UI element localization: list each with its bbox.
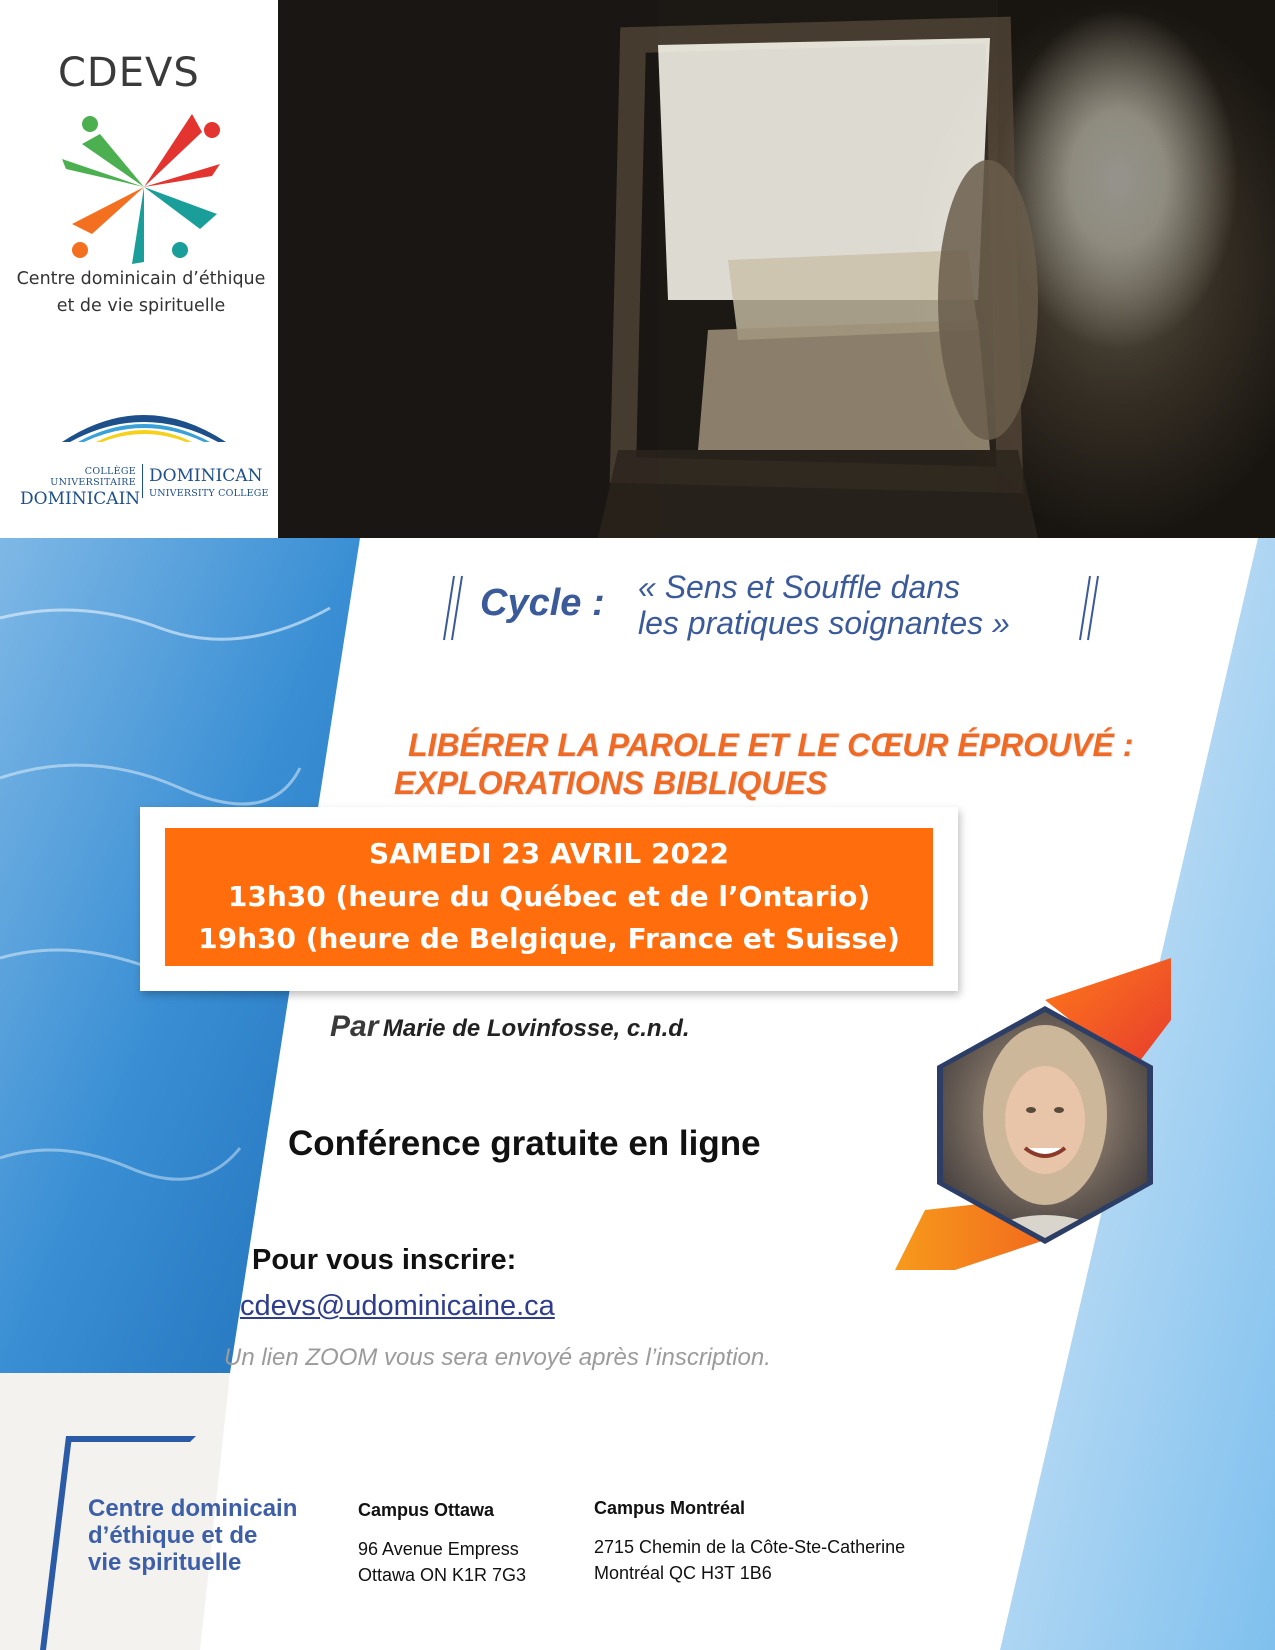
cdevs-star-logo-icon: [52, 104, 236, 270]
footer-org-line3: vie spirituelle: [88, 1549, 242, 1576]
event-time-local: 13h30 (heure du Québec et de l’Ontario): [227, 880, 871, 913]
footer-org-name: [88, 1495, 338, 1576]
speaker-prefix: Par: [330, 1010, 379, 1043]
college-name-fr: [20, 466, 141, 509]
ottawa-address-line1: 96 Avenue Empress: [358, 1539, 519, 1559]
event-time-europe: 19h30 (heure de Belgique, France et Suisse): [198, 922, 900, 955]
speaker-name: Marie de Lovinfosse, c.n.d.: [382, 1015, 690, 1042]
college-en-small: UNIVERSITY COLLEGE: [149, 488, 269, 499]
speaker-line: [330, 1010, 690, 1044]
register-email-link[interactable]: cdevs@udominicaine.ca: [240, 1290, 555, 1322]
event-date: SAMEDI 23 AVRIL 2022: [369, 837, 729, 870]
campus-ottawa-heading: Campus Ottawa: [358, 1500, 495, 1520]
speaker-portrait: [895, 950, 1173, 1280]
cycle-title-line1: « Sens et Souffle dans: [638, 569, 960, 605]
college-divider: [142, 464, 143, 498]
campus-montreal-address: [594, 1534, 905, 1586]
cycle-bars-right-icon: [1076, 574, 1102, 642]
montreal-address-line1: 2715 Chemin de la Côte-Ste-Catherine: [594, 1537, 906, 1557]
college-fr-small: COLLÈGE UNIVERSITAIRE: [50, 466, 136, 488]
ottawa-address-line2: Ottawa ON K1R 7G3: [358, 1565, 527, 1585]
cdevs-wordmark: CDEVS: [58, 50, 200, 96]
college-name-en: [149, 466, 275, 499]
cycle-bars-left-icon: [440, 574, 466, 642]
cdevs-caption-line1: Centre dominicain d’éthique: [16, 269, 266, 289]
date-box: [165, 828, 933, 966]
cycle-title-line2: les pratiques soignantes »: [638, 605, 1010, 641]
montreal-address-line2: Montréal QC H3T 1B6: [594, 1563, 772, 1583]
talk-title-line1: LIBÉRER LA PAROLE ET LE CŒUR ÉPROUVÉ :: [408, 727, 1134, 763]
college-fr-big: DOMINICAIN: [20, 489, 141, 509]
event-type: Conférence gratuite en ligne: [288, 1124, 761, 1163]
college-arcs-icon: [58, 396, 230, 446]
cdevs-caption-line2: et de vie spirituelle: [56, 296, 226, 316]
footer-org-line1: Centre dominicain: [88, 1495, 298, 1522]
talk-title-line2: EXPLORATIONS BIBLIQUES: [394, 765, 828, 801]
cycle-title: [638, 569, 1010, 641]
footer-org-line2: d’éthique et de: [88, 1522, 258, 1549]
zoom-note: Un lien ZOOM vous sera envoyé après l’inscription.: [224, 1344, 771, 1371]
register-label: Pour vous inscrire:: [252, 1244, 517, 1276]
campus-ottawa-address: [358, 1536, 526, 1588]
tomb-photo: [278, 0, 1275, 538]
cdevs-caption: [10, 266, 272, 320]
talk-title: [394, 726, 1174, 802]
cycle-label: Cycle :: [480, 582, 605, 624]
campus-montreal-heading: Campus Montréal: [594, 1498, 746, 1518]
college-en-big: DOMINICAN: [149, 466, 263, 486]
